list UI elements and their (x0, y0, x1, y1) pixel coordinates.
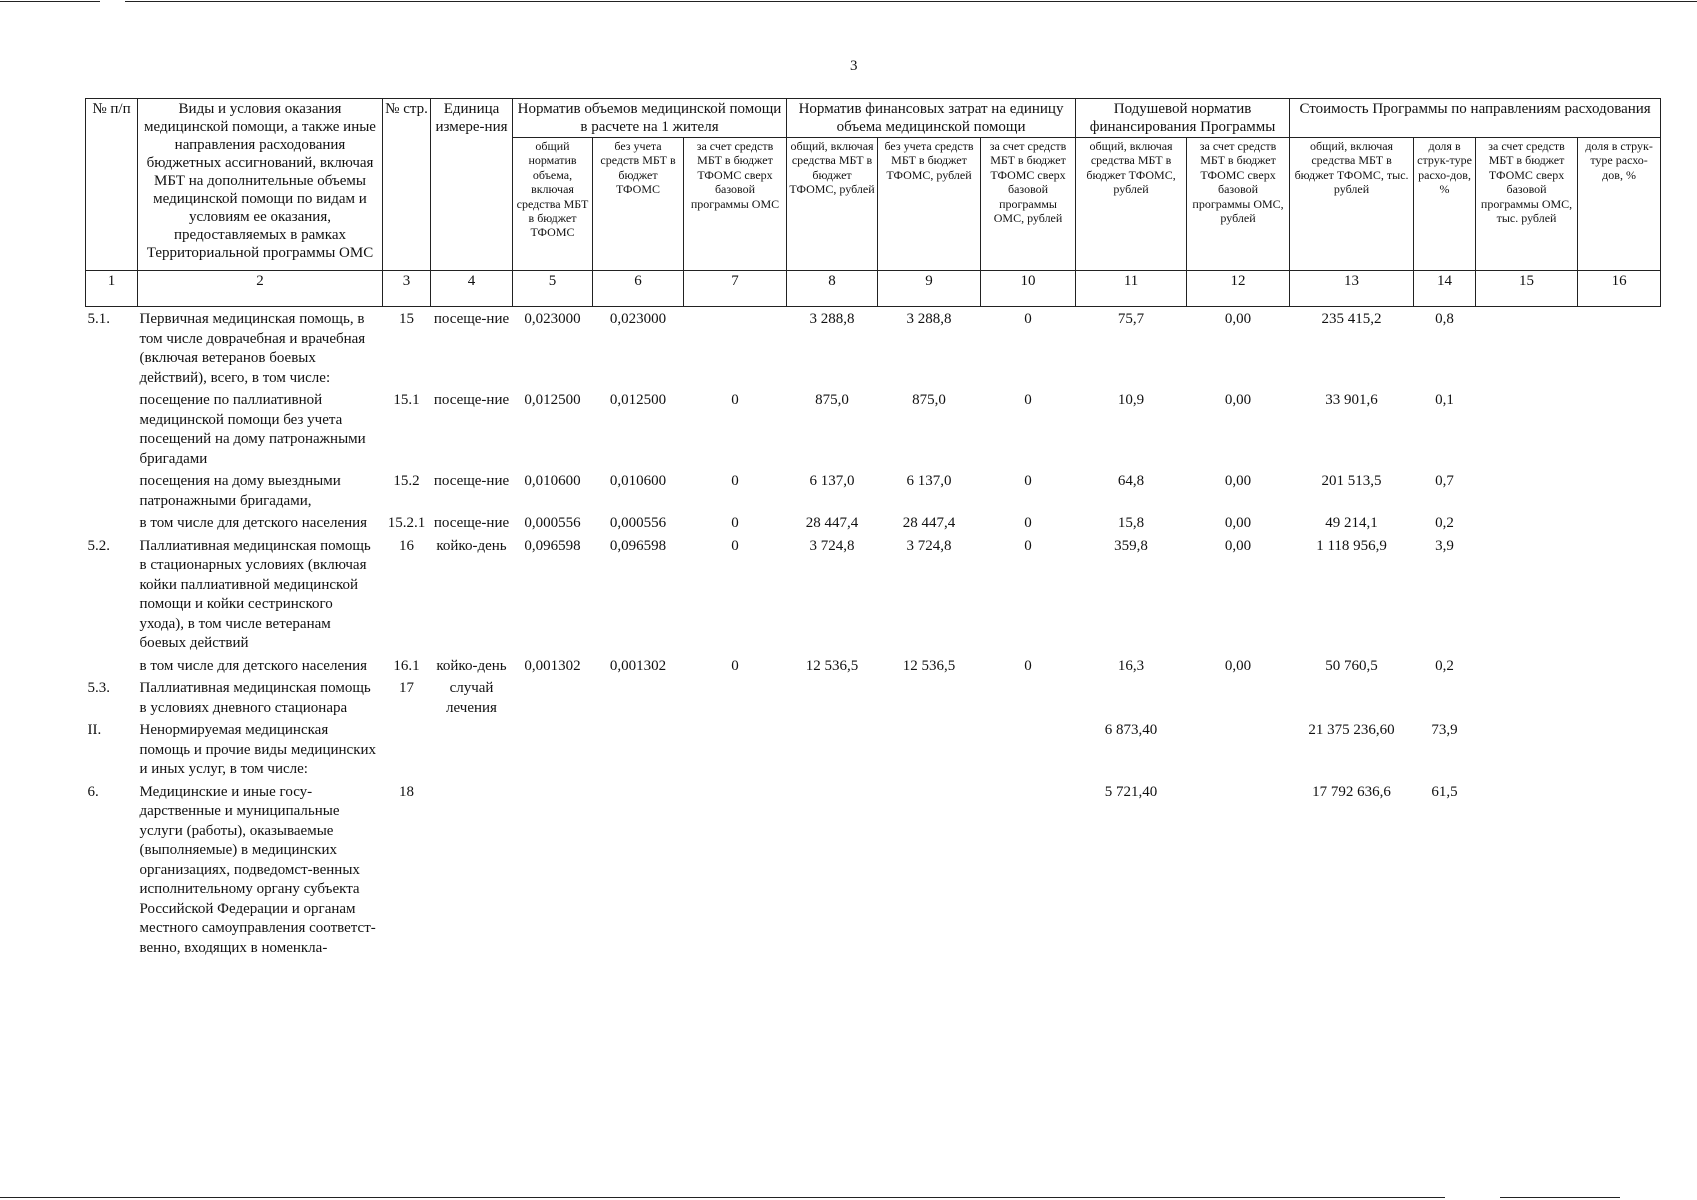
program-cost-total-cell (1290, 676, 1414, 718)
program-cost-mbt-cell (1476, 654, 1578, 677)
table-row (86, 534, 1661, 654)
program-share-mbt-cell (1578, 676, 1661, 718)
cost-without-mbt-cell: 12 536,5 (902, 657, 956, 674)
program-cost-total-cell: 235 415,2 (1321, 311, 1382, 327)
care-type-cell: Медицинские и иные госу-дарственные и муниципальные услуги (работы), оказываемые (выполняемые) в медицинских организациях, подведомст-венных исполнительному органу субъекта Российской Федерации и органам местного самоуправления соответст-венно, входящих в номенкла- (139, 783, 376, 956)
header-number: № п/п (86, 99, 138, 271)
volume-total-cell (513, 718, 593, 780)
program-share-cell: 0,2 (1435, 657, 1454, 674)
table-row (86, 676, 1661, 718)
bottom-rule-right (1500, 1197, 1620, 1198)
program-share-cell: 0,2 (1435, 515, 1454, 531)
per-capita-total-cell: 64,8 (1117, 473, 1145, 489)
program-cost-mbt-cell (1476, 780, 1578, 959)
header-col6: без учета средств МБТ в бюджет ТФОМС (593, 138, 684, 271)
program-cost-total-cell: 1 118 956,9 (1316, 537, 1387, 554)
program-share-mbt-cell (1578, 469, 1661, 511)
cost-mbt-cell (981, 676, 1076, 718)
unit-cell: посеще-ние (433, 473, 510, 489)
row-number-cell (86, 511, 138, 534)
unit-cell: посеще-ние (433, 515, 510, 531)
row-number-cell (86, 469, 138, 511)
unit-cell (431, 718, 513, 780)
line-number-cell: 15.2.1 (387, 515, 426, 531)
header-care-type: Виды и условия оказания медицинской помощи, а также иные направления расходования бюджетных ассигнований, включая МБТ на дополнительные объемы медицинской помощи по видам и условиям ее оказания, предоставляемых в рамках Территориальной программы ОМС (138, 99, 383, 271)
cost-without-mbt-cell: 875,0 (912, 392, 946, 408)
line-number-cell (383, 718, 431, 780)
program-cost-mbt-cell (1476, 718, 1578, 780)
line-number-cell: 15.1 (393, 392, 420, 408)
volume-mbt-cell (684, 307, 787, 389)
header-per-capita-norm: Подушевой норматив финансирования Программы (1076, 99, 1290, 138)
header-unit: Единица измере-ния (431, 99, 513, 271)
unit-cell: посеще-ние (433, 311, 510, 327)
program-cost-total-cell: 50 760,5 (1325, 657, 1378, 674)
program-share-cell: 3,9 (1435, 537, 1454, 554)
line-number-cell: 16 (399, 537, 414, 554)
volume-total-cell: 0,001302 (524, 657, 581, 674)
column-number: 8 (787, 271, 878, 307)
column-number: 11 (1076, 271, 1187, 307)
volume-without-mbt-cell (593, 718, 684, 780)
row-number-cell (86, 654, 138, 677)
header-line-number: № стр. (383, 99, 431, 271)
unit-cell: койко-день (436, 657, 507, 674)
cost-mbt-cell (981, 718, 1076, 780)
volume-mbt-cell: 0 (731, 537, 739, 554)
column-number: 10 (981, 271, 1076, 307)
care-type-cell: Ненормируемая медицинская помощь и прочие виды медицинских и иных услуг, в том числе: (139, 722, 377, 777)
cost-mbt-cell (981, 780, 1076, 959)
table-row (86, 469, 1661, 511)
row-number-cell: II. (87, 722, 102, 738)
line-number-cell: 16.1 (393, 657, 420, 674)
unit-cell: случай лечения (446, 680, 497, 716)
per-capita-total-cell (1076, 676, 1187, 718)
column-number: 9 (878, 271, 981, 307)
cost-total-cell: 6 137,0 (809, 473, 855, 489)
care-type-cell: Паллиативная медицинская помощь в стационарных условиях (включая койки паллиативной медицинской помощи и койки сестринского ухода), в том числе ветеранам боевых действий (139, 537, 371, 651)
care-type-cell: посещение по паллиативной медицинской помощи без учета посещений на дому патронажными бригадами (139, 392, 366, 467)
row-number-cell (86, 388, 138, 469)
table-row (86, 718, 1661, 780)
program-cost-total-cell: 21 375 236,60 (1308, 722, 1395, 738)
cost-total-cell (787, 676, 878, 718)
top-rule (125, 1, 1697, 2)
header-volume-norm: Норматив объемов медицинской помощи в расчете на 1 жителя (513, 99, 787, 138)
row-number-cell: 5.3. (87, 680, 110, 696)
header-col7: за счет средств МБТ в бюджет ТФОМС сверх базовой программы ОМС (684, 138, 787, 271)
column-number: 14 (1414, 271, 1476, 307)
header-col9: без учета средств МБТ в бюджет ТФОМС, рублей (878, 138, 981, 271)
program-cost-mbt-cell (1476, 307, 1578, 389)
volume-without-mbt-cell: 0,010600 (609, 473, 667, 489)
header-cost-norm: Норматив финансовых затрат на единицу объема медицинской помощи (787, 99, 1076, 138)
line-number-cell: 17 (399, 680, 414, 696)
row-number-cell: 5.1. (87, 311, 110, 327)
column-number: 15 (1476, 271, 1578, 307)
bottom-rule (0, 1197, 1445, 1198)
column-number: 12 (1187, 271, 1290, 307)
program-share-mbt-cell (1578, 511, 1661, 534)
per-capita-total-cell: 359,8 (1114, 537, 1148, 554)
program-share-cell (1414, 676, 1476, 718)
column-number: 4 (431, 271, 513, 307)
cost-mbt-cell: 0 (1024, 657, 1032, 674)
cost-mbt-cell: 0 (1024, 392, 1032, 408)
per-capita-mbt-cell: 0,00 (1224, 311, 1252, 327)
cost-total-cell: 3 288,8 (809, 311, 855, 327)
per-capita-mbt-cell (1187, 676, 1290, 718)
cost-mbt-cell: 0 (1024, 311, 1032, 327)
line-number-cell: 15.2 (393, 473, 420, 489)
volume-without-mbt-cell: 0,001302 (609, 657, 667, 674)
header-col15: за счет средств МБТ в бюджет ТФОМС сверх базовой программы ОМС, тыс. рублей (1476, 138, 1578, 271)
header-col8: общий, включая средства МБТ в бюджет ТФОМС, рублей (787, 138, 878, 271)
column-number: 3 (383, 271, 431, 307)
column-number: 5 (513, 271, 593, 307)
volume-total-cell: 0,096598 (524, 537, 581, 554)
column-number: 1 (86, 271, 138, 307)
table-row (86, 388, 1661, 469)
program-share-mbt-cell (1578, 654, 1661, 677)
volume-total-cell (513, 780, 593, 959)
column-number: 13 (1290, 271, 1414, 307)
cost-without-mbt-cell: 3 288,8 (906, 311, 952, 327)
per-capita-total-cell: 75,7 (1117, 311, 1145, 327)
table-row (86, 511, 1661, 534)
program-share-mbt-cell (1578, 307, 1661, 389)
cost-mbt-cell: 0 (1024, 515, 1032, 531)
per-capita-mbt-cell: 0,00 (1224, 473, 1252, 489)
per-capita-total-cell: 10,9 (1117, 392, 1145, 408)
program-cost-mbt-cell (1476, 388, 1578, 469)
header-col10: за счет средств МБТ в бюджет ТФОМС сверх базовой программы ОМС, рублей (981, 138, 1076, 271)
per-capita-mbt-cell: 0,00 (1224, 515, 1252, 531)
program-share-mbt-cell (1578, 718, 1661, 780)
header-col11: общий, включая средства МБТ в бюджет ТФОМС, рублей (1076, 138, 1187, 271)
volume-mbt-cell: 0 (731, 515, 739, 531)
column-number: 16 (1578, 271, 1661, 307)
per-capita-total-cell: 5 721,40 (1104, 783, 1158, 800)
volume-mbt-cell (684, 718, 787, 780)
per-capita-mbt-cell: 0,00 (1224, 657, 1252, 674)
column-number-row (86, 271, 1661, 307)
row-number-cell: 5.2. (87, 537, 110, 554)
program-share-cell: 0,7 (1435, 473, 1454, 489)
cost-without-mbt-cell (878, 780, 981, 959)
column-number: 6 (593, 271, 684, 307)
volume-mbt-cell (684, 676, 787, 718)
cost-mbt-cell: 0 (1024, 473, 1032, 489)
cost-total-cell: 3 724,8 (809, 537, 855, 554)
program-cost-table (85, 98, 1661, 958)
program-share-cell: 61,5 (1431, 783, 1458, 800)
volume-total-cell: 0,000556 (524, 515, 581, 531)
program-cost-mbt-cell (1476, 676, 1578, 718)
volume-total-cell (513, 676, 593, 718)
program-cost-mbt-cell (1476, 511, 1578, 534)
program-cost-mbt-cell (1476, 534, 1578, 654)
cost-without-mbt-cell: 6 137,0 (906, 473, 952, 489)
volume-mbt-cell (684, 780, 787, 959)
care-type-cell: Паллиативная медицинская помощь в условиях дневного стационара (139, 680, 371, 716)
program-cost-total-cell: 49 214,1 (1325, 515, 1378, 531)
program-share-cell: 0,1 (1435, 392, 1454, 408)
header-col16: доля в струк-туре расхо-дов, % (1578, 138, 1661, 271)
program-share-cell: 73,9 (1431, 722, 1458, 738)
unit-cell: посеще-ние (433, 392, 510, 408)
unit-cell: койко-день (436, 537, 507, 554)
cost-without-mbt-cell: 3 724,8 (906, 537, 952, 554)
column-number: 2 (138, 271, 383, 307)
volume-mbt-cell: 0 (731, 392, 739, 408)
volume-without-mbt-cell (593, 676, 684, 718)
cost-mbt-cell: 0 (1024, 537, 1032, 554)
per-capita-mbt-cell: 0,00 (1224, 392, 1252, 408)
volume-without-mbt-cell: 0,000556 (609, 515, 667, 531)
program-share-mbt-cell (1578, 780, 1661, 959)
program-share-cell: 0,8 (1435, 311, 1454, 327)
column-number: 7 (684, 271, 787, 307)
program-cost-total-cell: 17 792 636,6 (1312, 783, 1391, 800)
header-col13: общий, включая средства МБТ в бюджет ТФОМС, тыс. рублей (1290, 138, 1414, 271)
line-number-cell: 15 (399, 311, 414, 327)
row-number-cell: 6. (87, 783, 99, 800)
cost-without-mbt-cell (878, 718, 981, 780)
header-program-cost: Стоимость Программы по направлениям расходования (1290, 99, 1661, 138)
volume-total-cell: 0,010600 (524, 473, 581, 489)
volume-total-cell: 0,023000 (524, 311, 581, 327)
program-share-mbt-cell (1578, 534, 1661, 654)
header-col14: доля в струк-туре расхо-дов, % (1414, 138, 1476, 271)
cost-total-cell: 28 447,4 (805, 515, 859, 531)
unit-cell (431, 780, 513, 959)
care-type-cell: Первичная медицинская помощь, в том числе доврачебная и врачебная (включая ветеранов боевых действий), всего, в том числе: (139, 311, 366, 386)
care-type-cell: в том числе для детского населения (139, 657, 368, 674)
table-row (86, 307, 1661, 389)
cost-total-cell: 12 536,5 (805, 657, 859, 674)
cost-total-cell (787, 780, 878, 959)
volume-without-mbt-cell: 0,096598 (609, 537, 667, 554)
page-number: 3 (850, 58, 858, 74)
volume-without-mbt-cell: 0,012500 (609, 392, 667, 408)
table-body (86, 307, 1661, 959)
cost-total-cell: 875,0 (815, 392, 849, 408)
volume-without-mbt-cell (593, 780, 684, 959)
program-cost-total-cell: 201 513,5 (1321, 473, 1382, 489)
program-cost-mbt-cell (1476, 469, 1578, 511)
cost-without-mbt-cell (878, 676, 981, 718)
program-share-mbt-cell (1578, 388, 1661, 469)
per-capita-mbt-cell (1187, 780, 1290, 959)
cost-total-cell (787, 718, 878, 780)
per-capita-total-cell: 6 873,40 (1104, 722, 1158, 738)
header-col5: общий норматив объема, включая средства МБТ в бюджет ТФОМС (513, 138, 593, 271)
per-capita-total-cell: 16,3 (1117, 657, 1145, 674)
table-row (86, 780, 1661, 959)
volume-total-cell: 0,012500 (524, 392, 581, 408)
per-capita-mbt-cell (1187, 718, 1290, 780)
volume-mbt-cell: 0 (731, 657, 739, 674)
volume-mbt-cell: 0 (731, 473, 739, 489)
per-capita-total-cell: 15,8 (1117, 515, 1145, 531)
header-col12: за счет средств МБТ в бюджет ТФОМС сверх базовой программы ОМС, рублей (1187, 138, 1290, 271)
care-type-cell: в том числе для детского населения (139, 515, 368, 531)
top-rule-left (0, 1, 100, 2)
volume-without-mbt-cell: 0,023000 (609, 311, 667, 327)
care-type-cell: посещения на дому выездными патронажными бригадами, (139, 473, 341, 509)
per-capita-mbt-cell: 0,00 (1224, 537, 1252, 554)
cost-without-mbt-cell: 28 447,4 (902, 515, 956, 531)
line-number-cell: 18 (399, 783, 414, 800)
table-row (86, 654, 1661, 677)
program-cost-total-cell: 33 901,6 (1325, 392, 1378, 408)
